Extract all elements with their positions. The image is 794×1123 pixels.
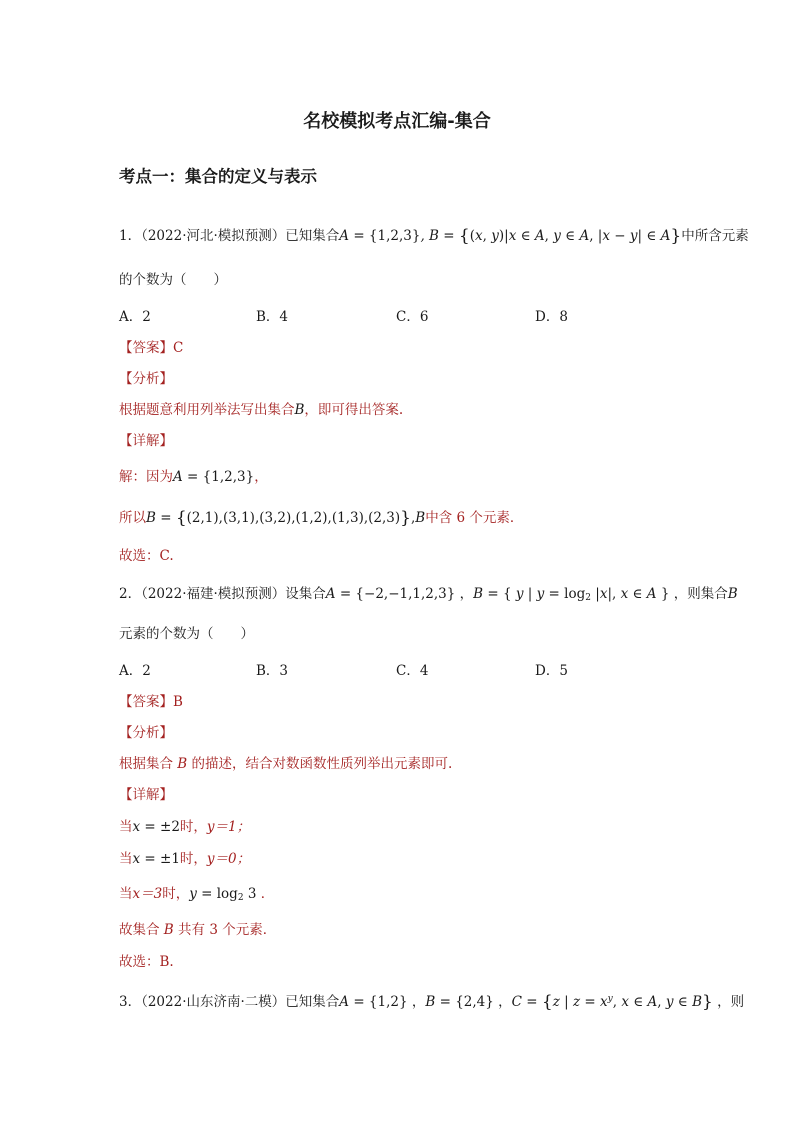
q2-option-b: B．3 <box>256 663 289 679</box>
q2-stem-line1: 2．（2022·福建·模拟预测）设集合A = {−2,−1,1,2,3} ，B = { y | $y = \log_2 |x|$, x ∈ A } ，则集合B <box>119 586 738 603</box>
q2-option-c: C．4 <box>396 663 429 679</box>
q1-answer-label: 【答案】 <box>119 340 173 356</box>
q1-answer-value: C <box>173 340 184 356</box>
q2-analysis-label: 【分析】 <box>119 725 173 741</box>
q2-answer: 【答案】B <box>119 694 183 710</box>
q2-conclusion: 故选：B. <box>119 954 174 970</box>
q1-option-b: B．4 <box>256 309 289 325</box>
q3-stem-line1: 3．（2022·山东济南·二模）已知集合A = {1,2} ，B = {2,4} ，C = {z | $z = x^y$, x ∈ A, y ∈ B} ，则 <box>119 992 745 1012</box>
q1-mid: 中所含元素 <box>681 228 749 244</box>
section-heading: 考点一：集合的定义与表示 <box>119 167 317 186</box>
q2-option-d: D．5 <box>535 663 568 679</box>
q1-option-d: D．8 <box>535 309 568 325</box>
q2-analysis-text: 根据集合 B 的描述，结合对数函数性质列举出元素即可. <box>119 756 453 772</box>
q2-detail-line1: 当x = ±2时，y＝1； <box>119 819 251 835</box>
q1-set-a: A <box>339 228 350 244</box>
q1-analysis-label: 【分析】 <box>119 371 173 387</box>
q2-detail-label: 【详解】 <box>119 787 173 803</box>
q1-conclusion: 故选：C. <box>119 548 174 564</box>
q1-detail-label: 【详解】 <box>119 433 173 449</box>
q2-conclusion-line1: 故集合 B 共有 3 个元素． <box>119 922 277 938</box>
page-title: 名校模拟考点汇编-集合 <box>303 111 491 132</box>
q1-prefix: 1．（2022·河北·模拟预测）已知集合 <box>119 228 340 244</box>
q1-option-a: A．2 <box>119 309 151 325</box>
q1-stem-line2: 的个数为（ ） <box>119 272 227 288</box>
q1-detail-line1: 解：因为A = {1,2,3}， <box>119 469 268 485</box>
q1-option-c: C．6 <box>396 309 429 325</box>
q2-detail-line2: 当x = ±1时，y＝0； <box>119 851 251 867</box>
q2-option-a: A．2 <box>119 663 151 679</box>
q1-detail-line2: 所以B = {(2,1),(3,1),(3,2),(1,2),(1,3),(2,3)},B中含 6 个元素． <box>119 508 524 528</box>
q1-answer <box>119 338 183 358</box>
q2-detail-line3: 当x＝3时，$y = \log_2 3$ ． <box>119 886 275 903</box>
q1-analysis-text: 根据题意利用列举法写出集合B，即可得出答案. <box>119 402 404 418</box>
q1-stem-line1: 1．（2022·河北·模拟预测）已知集合A = {1,2,3}, B = {(x, y)|x ∈ A, y ∈ A, |x − y| ∈ A}中所含元素 <box>119 226 749 246</box>
q2-stem-line2: 元素的个数为（ ） <box>119 626 254 642</box>
